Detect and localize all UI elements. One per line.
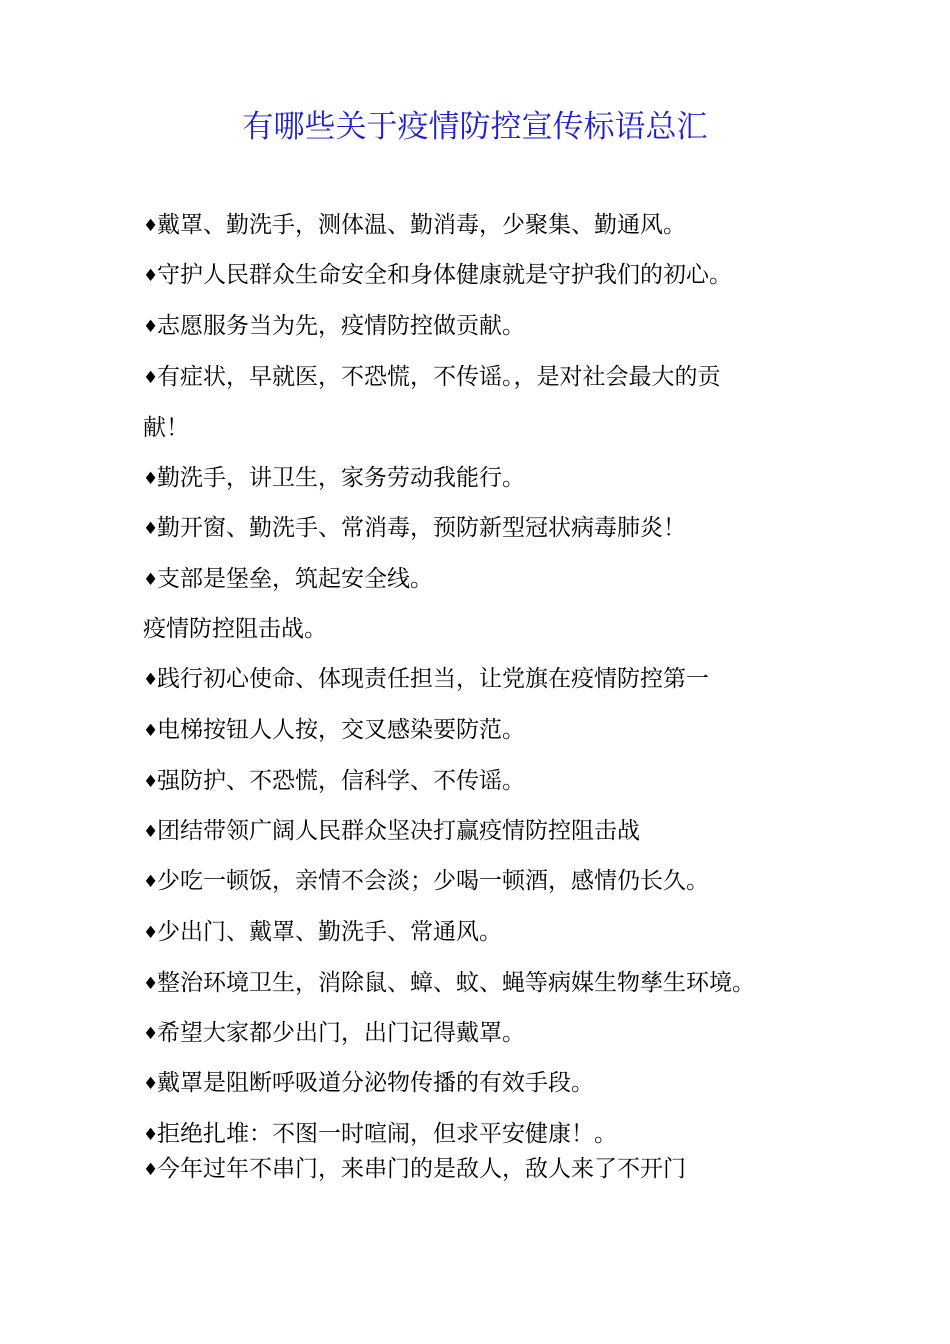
slogan-line: [143, 562, 433, 597]
diamond-bullet-icon: ♦: [143, 721, 159, 741]
slogan-text: 戴罩是阻断呼吸道分泌物传播的有效手段。: [157, 1070, 594, 1096]
slogan-text: 拒绝扎堆：不图一时喧闹，但求平安健康！。: [157, 1121, 617, 1147]
diamond-bullet-icon: ♦: [143, 923, 159, 943]
slogan-line: [143, 309, 525, 344]
slogan-line: [143, 864, 709, 899]
diamond-bullet-icon: ♦: [143, 1024, 159, 1044]
slogan-line: [143, 966, 755, 1001]
slogan-text: 强防护、不恐慌，信科学、不传谣。: [157, 768, 525, 794]
diamond-bullet-icon: ♦: [143, 1125, 159, 1145]
slogan-line: [143, 915, 502, 950]
slogan-line: [143, 764, 525, 799]
slogan-line: [143, 1117, 617, 1152]
slogan-text: 少出门、戴罩、勤洗手、常通风。: [157, 919, 502, 945]
slogan-text: 电梯按钮人人按，交叉感染要防范。: [157, 717, 525, 743]
diamond-bullet-icon: ♦: [143, 317, 159, 337]
slogan-line: [143, 258, 732, 293]
slogan-line: [143, 360, 721, 395]
slogan-line: [143, 1152, 686, 1187]
slogan-text: 团结带领广阔人民群众坚决打赢疫情防控阻击战: [157, 818, 640, 844]
diamond-bullet-icon: ♦: [143, 216, 159, 236]
slogan-text: 志愿服务当为先，疫情防控做贡献。: [157, 313, 525, 339]
slogan-text: 践行初心使命、体现责任担当，让党旗在疫情防控第一: [157, 666, 709, 692]
slogan-text: 有症状，早就医，不恐慌，不传谣。，是对社会最大的贡: [157, 364, 721, 390]
diamond-bullet-icon: ♦: [143, 570, 159, 590]
page-title: 有哪些关于疫情防控宣传标语总汇: [242, 109, 708, 145]
slogan-text: 支部是堡垒，筑起安全线。: [157, 566, 433, 592]
slogan-line: [143, 511, 686, 546]
slogan-line: [143, 713, 525, 748]
slogan-line: [143, 1016, 525, 1051]
slogan-text: 守护人民群众生命安全和身体健康就是守护我们的初心。: [157, 262, 732, 288]
slogan-line: [143, 814, 640, 849]
slogan-text: 希望大家都少出门，出门记得戴罩。: [157, 1020, 525, 1046]
diamond-bullet-icon: ♦: [143, 469, 159, 489]
diamond-bullet-icon: ♦: [143, 266, 159, 286]
slogan-text: 今年过年不串门，来串门的是敌人，敌人来了不开门: [157, 1156, 686, 1182]
slogan-text: 献！: [143, 415, 189, 441]
slogan-line: [143, 1066, 594, 1101]
slogan-line: [143, 612, 327, 646]
slogan-line: [143, 461, 525, 496]
slogan-line: [143, 411, 189, 445]
slogan-text: 勤开窗、勤洗手、常消毒，预防新型冠状病毒肺炎！: [157, 515, 686, 541]
diamond-bullet-icon: ♦: [143, 670, 159, 690]
slogan-text: 整治环境卫生，消除鼠、蟑、蚊、蝇等病媒生物孳生环境。: [157, 970, 755, 996]
diamond-bullet-icon: ♦: [143, 822, 159, 842]
slogan-text: 少吃一顿饭，亲情不会淡；少喝一顿酒，感情仍长久。: [157, 868, 709, 894]
diamond-bullet-icon: ♦: [143, 772, 159, 792]
diamond-bullet-icon: ♦: [143, 872, 159, 892]
slogan-text: 勤洗手，讲卫生，家务劳动我能行。: [157, 465, 525, 491]
slogan-line: [143, 662, 709, 697]
slogan-text: 疫情防控阻击战。: [143, 616, 327, 642]
diamond-bullet-icon: ♦: [143, 368, 159, 388]
diamond-bullet-icon: ♦: [143, 519, 159, 539]
slogan-text: 戴罩、勤洗手，测体温、勤消毒，少聚集、勤通风。: [157, 212, 686, 238]
diamond-bullet-icon: ♦: [143, 1074, 159, 1094]
slogan-line: [143, 208, 686, 243]
diamond-bullet-icon: ♦: [143, 1160, 159, 1180]
diamond-bullet-icon: ♦: [143, 974, 159, 994]
